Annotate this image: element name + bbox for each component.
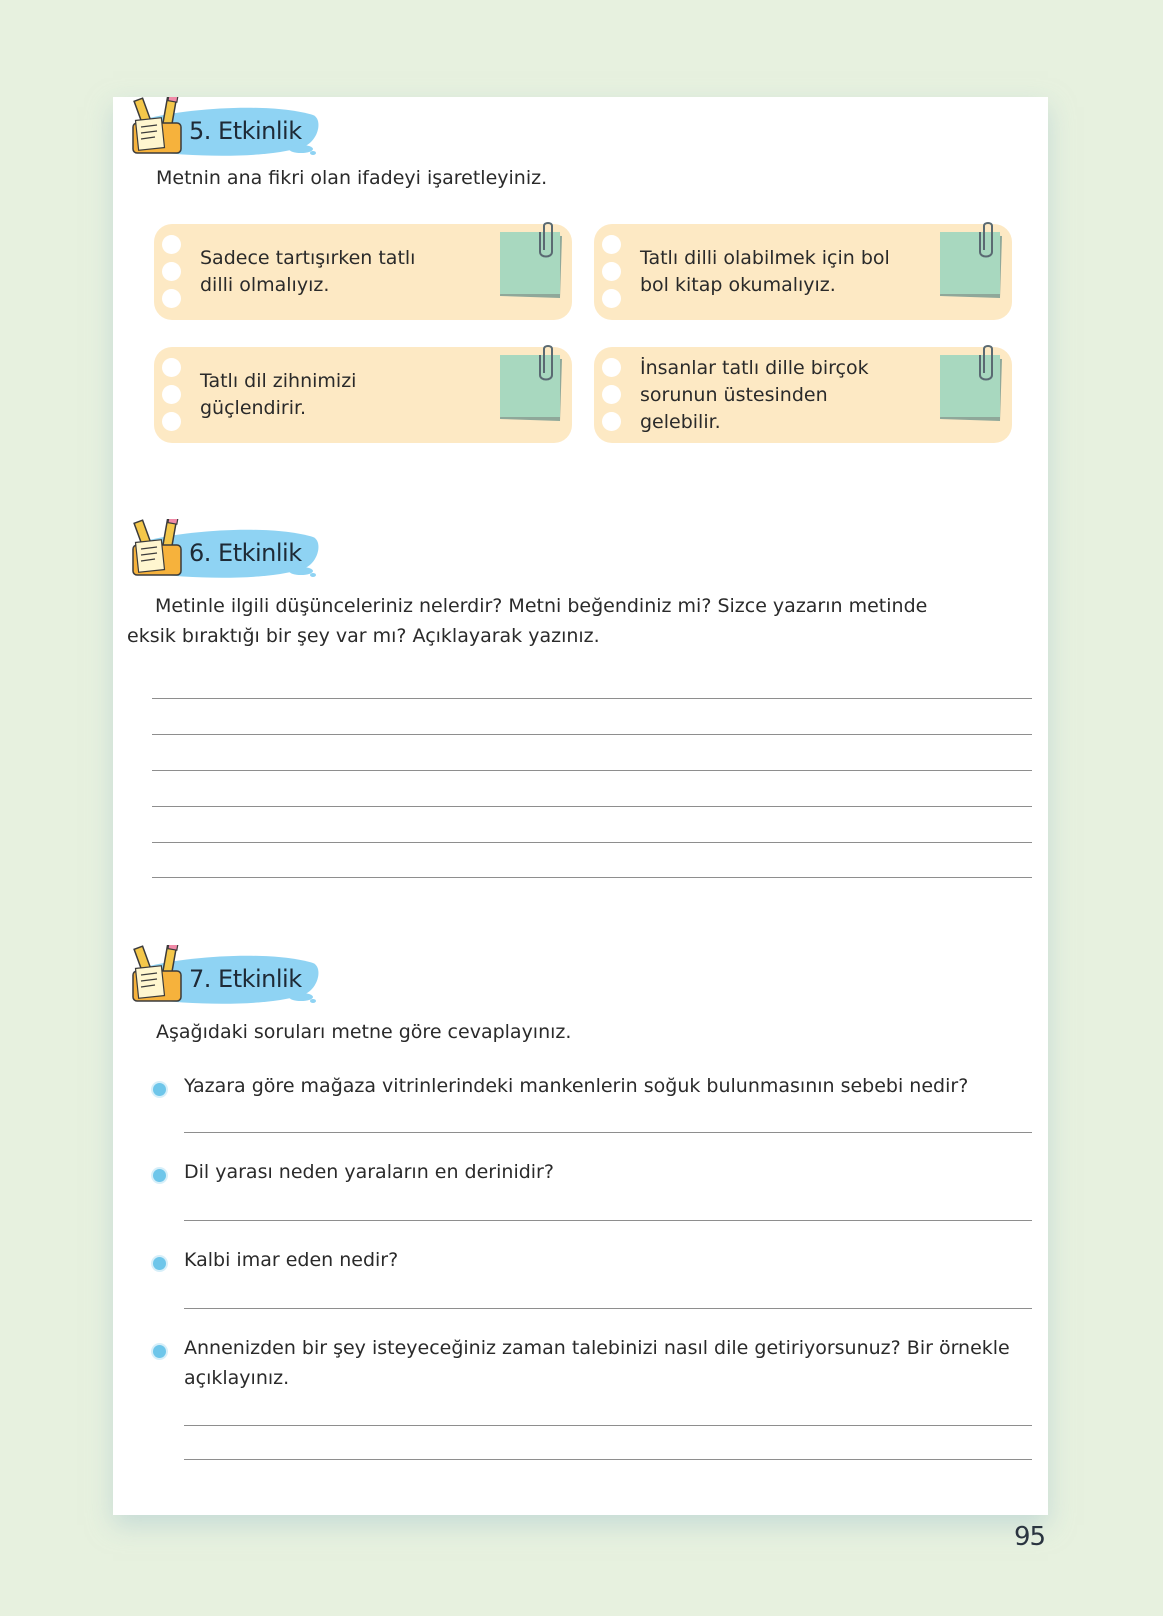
- activity-7-title: 7. Etkinlik: [189, 965, 302, 993]
- answer-line[interactable]: [152, 806, 1032, 807]
- answer-line[interactable]: [152, 770, 1032, 771]
- answer-line[interactable]: [152, 877, 1032, 878]
- answer-line[interactable]: [184, 1425, 1032, 1426]
- activity-5-badge: [123, 97, 323, 163]
- answer-line[interactable]: [152, 842, 1032, 843]
- binder-hole: [162, 289, 181, 308]
- binder-hole: [602, 385, 621, 404]
- question-3: Kalbi imar eden nedir?: [184, 1249, 399, 1271]
- activity-6-instruction: Metinle ilgili düşünceleriniz nelerdir? Metni beğendiniz mi? Sizce yazarın metinde eksik bıraktığı bir şey var mı? Açıklayarak yazınız.: [127, 595, 928, 647]
- answer-line[interactable]: [152, 734, 1032, 735]
- binder-hole: [602, 412, 621, 431]
- binder-hole: [162, 412, 181, 431]
- activity-5-title: 5. Etkinlik: [189, 117, 302, 145]
- question-bullet-icon: [153, 1257, 166, 1270]
- question-4: Annenizden bir şey isteyeceğiniz zaman talebinizi nasıl dile getiriyorsunuz? Bir örnekle açıklayınız.: [184, 1337, 1010, 1389]
- answer-line[interactable]: [184, 1459, 1032, 1460]
- option-card-1[interactable]: [154, 224, 572, 320]
- option-text: Tatlı dil zihnimizi güçlendirir.: [200, 370, 357, 419]
- option-card-4[interactable]: [594, 347, 1012, 443]
- activity-6-title: 6. Etkinlik: [189, 539, 302, 567]
- activity-5-instruction: Metnin ana fikri olan ifadeyi işaretleyiniz.: [156, 167, 548, 189]
- question-bullet-icon: [153, 1083, 166, 1096]
- binder-hole: [602, 289, 621, 308]
- binder-hole: [162, 235, 181, 254]
- sticky-note-icon: [938, 343, 1004, 427]
- option-text: İnsanlar tatlı dille birçok sorunun üstesinden gelebilir.: [640, 356, 869, 433]
- sticky-note-icon: [498, 343, 564, 427]
- question-1: Yazara göre mağaza vitrinlerindeki mankenlerin soğuk bulunmasının sebebi nedir?: [184, 1075, 969, 1097]
- answer-line[interactable]: [152, 698, 1032, 699]
- answer-line[interactable]: [184, 1220, 1032, 1221]
- sticky-note-icon: [498, 220, 564, 304]
- question-bullet-icon: [153, 1169, 166, 1182]
- activity-7-badge: [123, 945, 323, 1011]
- binder-hole: [162, 262, 181, 281]
- binder-hole: [602, 358, 621, 377]
- binder-hole: [602, 262, 621, 281]
- sticky-note-icon: [938, 220, 1004, 304]
- worksheet-page: [113, 97, 1048, 1515]
- question-bullet-icon: [153, 1345, 166, 1358]
- option-text: Tatlı dilli olabilmek için bol bol kitap okumalıyız.: [640, 247, 890, 296]
- question-2: Dil yarası neden yaraların en derinidir?: [184, 1161, 554, 1183]
- option-card-2[interactable]: [594, 224, 1012, 320]
- page-number: 95: [1014, 1522, 1046, 1552]
- answer-line[interactable]: [184, 1308, 1032, 1309]
- activity-7-instruction: Aşağıdaki soruları metne göre cevaplayınız.: [156, 1021, 572, 1043]
- binder-hole: [602, 235, 621, 254]
- option-text: Sadece tartışırken tatlı dilli olmalıyız.: [200, 247, 416, 296]
- activity-6-badge: [123, 519, 323, 585]
- binder-hole: [162, 358, 181, 377]
- answer-line[interactable]: [184, 1132, 1032, 1133]
- option-card-3[interactable]: [154, 347, 572, 443]
- binder-hole: [162, 385, 181, 404]
